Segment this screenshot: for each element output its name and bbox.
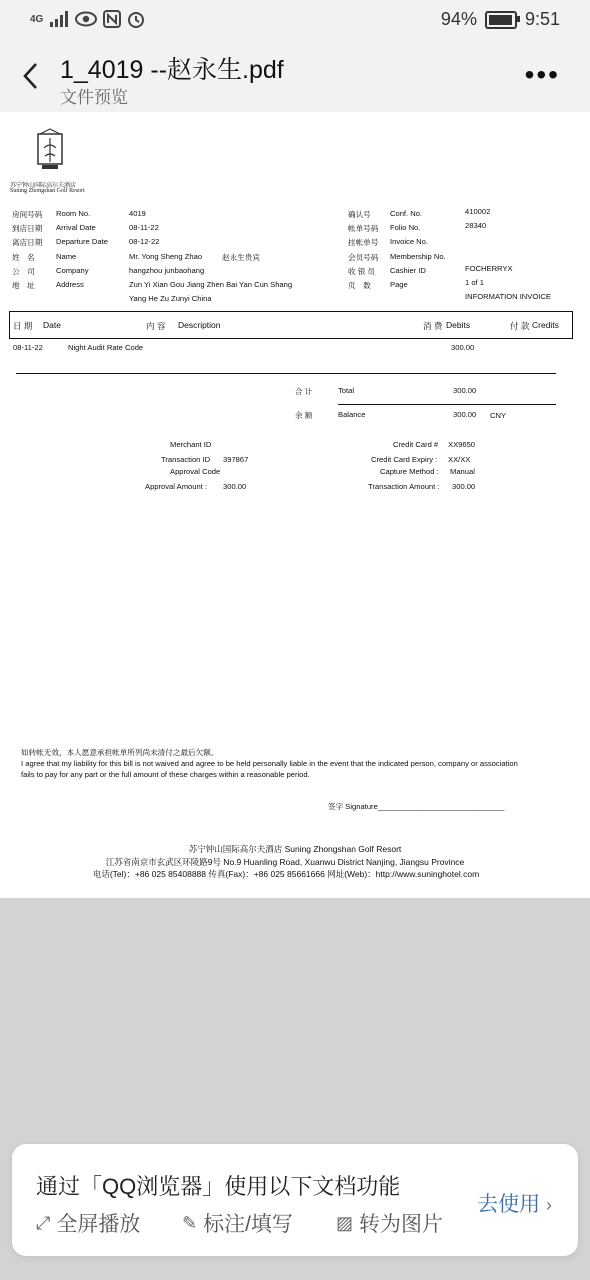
col-debits-cn: 消 费 <box>423 321 443 331</box>
field-label-en: Cashier ID <box>390 266 426 275</box>
field-label-en: Address <box>56 280 84 289</box>
transaction-amount-value: 300.00 <box>452 482 476 491</box>
more-options-icon[interactable]: ••• <box>524 59 560 90</box>
total-en: Total <box>338 386 355 395</box>
row-date: 08-11-22 <box>13 343 43 352</box>
feature-annotate[interactable] <box>182 1208 293 1238</box>
field-value: 410002 <box>465 207 491 216</box>
feature-label: 全屏播放 <box>56 1213 141 1236</box>
total-divider <box>338 404 556 405</box>
field-label-cn: 确认号 <box>348 210 371 219</box>
clock: 9:51 <box>524 9 560 29</box>
logo-text-cn: 苏宁钟山国际高尔夫酒店 <box>10 183 77 189</box>
battery-percent: 94% <box>440 9 477 29</box>
field-value: Mr. Yong Sheng Zhao <box>129 252 203 261</box>
field-label-en: Page <box>390 280 408 289</box>
network-label: 4G <box>30 13 44 25</box>
total-cn: 合 计 <box>295 387 313 396</box>
status-bar <box>0 0 590 40</box>
col-desc-en: Description <box>178 320 221 330</box>
field-label-en: Invoice No. <box>390 237 428 246</box>
total-value: 300.00 <box>453 386 477 395</box>
field-value: 1 of 1 <box>465 278 484 287</box>
approval-code-label: Approval Code <box>170 467 221 476</box>
field-label-en: Departure Date <box>56 237 108 246</box>
footer-contacts: 电话(Tel)：+86 025 85408888 传真(Fax)：+86 025 85661666 网址(Web)：http://www.suninghotel.com <box>92 869 480 879</box>
feature-fullscreen[interactable] <box>36 1208 140 1238</box>
eye-icon <box>75 11 97 27</box>
feature-label: 标注/填写 <box>203 1213 293 1236</box>
field-label-cn: 公 司 <box>12 267 35 276</box>
col-date-cn: 日 期 <box>13 321 33 331</box>
qq-browser-promo-card[interactable] <box>12 1144 578 1256</box>
hotel-crest-icon <box>36 128 64 172</box>
currency: CNY <box>490 411 507 420</box>
footer-name: 苏宁钟山国际高尔夫酒店 Suning Zhongshan Golf Resort <box>188 844 402 854</box>
field-label-cn: 帐单号码 <box>348 224 379 233</box>
field-label-cn: 房间号码 <box>12 210 43 219</box>
credit-card-value: XX9650 <box>448 440 476 449</box>
field-label-en: Folio No. <box>390 223 421 232</box>
col-desc-cn: 内 容 <box>146 321 166 331</box>
row-description: Night Audit Rate Code <box>68 343 144 352</box>
nfc-icon <box>103 10 121 28</box>
field-label-en: Company <box>56 266 89 275</box>
document-page <box>0 112 590 898</box>
balance-en: Balance <box>338 410 366 419</box>
capture-method-label: Capture Method : <box>380 467 439 476</box>
divider-line <box>16 373 556 374</box>
field-value-cn: 赵永生贵宾 <box>222 253 260 262</box>
col-credits-cn: 付 款 <box>510 321 530 331</box>
field-value-line2: INFORMATION INVOICE <box>465 292 551 301</box>
field-label-cn: 到店日期 <box>12 224 43 233</box>
go-use-button[interactable] <box>477 1188 552 1218</box>
field-label-en: Membership No. <box>390 252 446 261</box>
merchant-id-label: Merchant ID <box>170 440 212 449</box>
transaction-amount-label: Transaction Amount : <box>368 482 440 491</box>
field-label-en: Name <box>56 252 77 261</box>
row-debit: 300.00 <box>451 343 475 352</box>
field-label-cn: 挂帐单号 <box>348 238 379 247</box>
balance-cn: 余 额 <box>295 411 313 420</box>
disclaimer-en-1: I agree that my liability for this bill is not waived and agree to be held personally liable in the event that the indicated person, company or association <box>21 759 518 768</box>
alarm-icon <box>127 10 145 28</box>
file-subtitle: 文件预览 <box>60 88 128 107</box>
field-label-en: Conf. No. <box>390 209 423 218</box>
hotel-logo <box>10 120 90 196</box>
field-label-en: Arrival Date <box>56 223 96 232</box>
charges-table-header <box>9 311 573 339</box>
app-header <box>0 40 590 112</box>
feature-label: 转为图片 <box>359 1213 444 1236</box>
col-credits-en: Credits <box>532 320 559 330</box>
field-value: 08-12-22 <box>129 237 160 246</box>
field-label-cn: 地 址 <box>12 281 35 290</box>
credit-card-label: Credit Card # <box>393 440 439 449</box>
go-use-label: 去使用 <box>477 1193 541 1216</box>
col-date-en: Date <box>43 320 61 330</box>
status-icons-right <box>441 9 560 30</box>
card-expiry-value: XX/XX <box>448 455 471 464</box>
transaction-id-label: Transaction ID <box>161 455 211 464</box>
file-title: 1_4019 --赵永生.pdf <box>60 56 284 84</box>
disclaimer-en-2: fails to pay for any part or the full amount of these charges within a reasonable period. <box>21 770 310 779</box>
signal-icon <box>49 11 69 27</box>
image-icon: ▨ <box>336 1212 354 1233</box>
feature-to-image[interactable] <box>336 1208 443 1238</box>
battery-icon <box>485 11 517 29</box>
footer-address: 江苏省南京市玄武区环陵路9号 No.9 Huanling Road, Xuanwu District Nanjing, Jiangsu Province <box>105 857 465 867</box>
fullscreen-icon: ⤢ <box>36 1212 51 1233</box>
field-label-cn: 离店日期 <box>12 238 43 247</box>
back-arrow-icon[interactable] <box>20 60 42 92</box>
field-label-cn: 页 数 <box>348 281 371 290</box>
approval-amount-value: 300.00 <box>223 482 247 491</box>
field-label-cn: 收 银 员 <box>348 267 376 276</box>
field-value-line2: Yang He Zu Zunyi China <box>129 294 212 303</box>
transaction-id-value: 397867 <box>223 455 249 464</box>
capture-method-value: Manual <box>450 467 475 476</box>
field-value: hangzhou junbaohang <box>129 266 205 275</box>
promo-title: 通过「QQ浏览器」使用以下文档功能 <box>36 1174 401 1199</box>
field-value: Zun Yi Xian Gou Jiang Zhen Bai Yan Cun Shang <box>129 280 293 289</box>
field-value: 08-11-22 <box>129 223 159 232</box>
disclaimer-cn: 如转帐无效，本人愿意承担帐单所列尚未清付之最后欠额。 <box>21 748 219 757</box>
status-icons-left <box>30 10 145 28</box>
balance-value: 300.00 <box>453 410 477 419</box>
card-expiry-label: Credit Card Expiry : <box>371 455 438 464</box>
approval-amount-label: Approval Amount : <box>145 482 208 491</box>
edit-icon: ✎ <box>182 1212 198 1233</box>
col-debits-en: Debits <box>446 320 471 330</box>
field-value: 4019 <box>129 209 146 218</box>
logo-text-en: Suning Zhongshan Golf Resort <box>10 188 85 194</box>
chevron-right-icon: › <box>546 1195 552 1215</box>
field-value: FOCHERRYX <box>465 264 513 273</box>
signature-line: 签字 Signature______________________________ <box>328 802 505 811</box>
field-label-cn: 姓 名 <box>12 253 35 262</box>
field-label-en: Room No. <box>56 209 91 218</box>
field-value: 28340 <box>465 221 487 230</box>
field-label-cn: 会员号码 <box>348 253 379 262</box>
